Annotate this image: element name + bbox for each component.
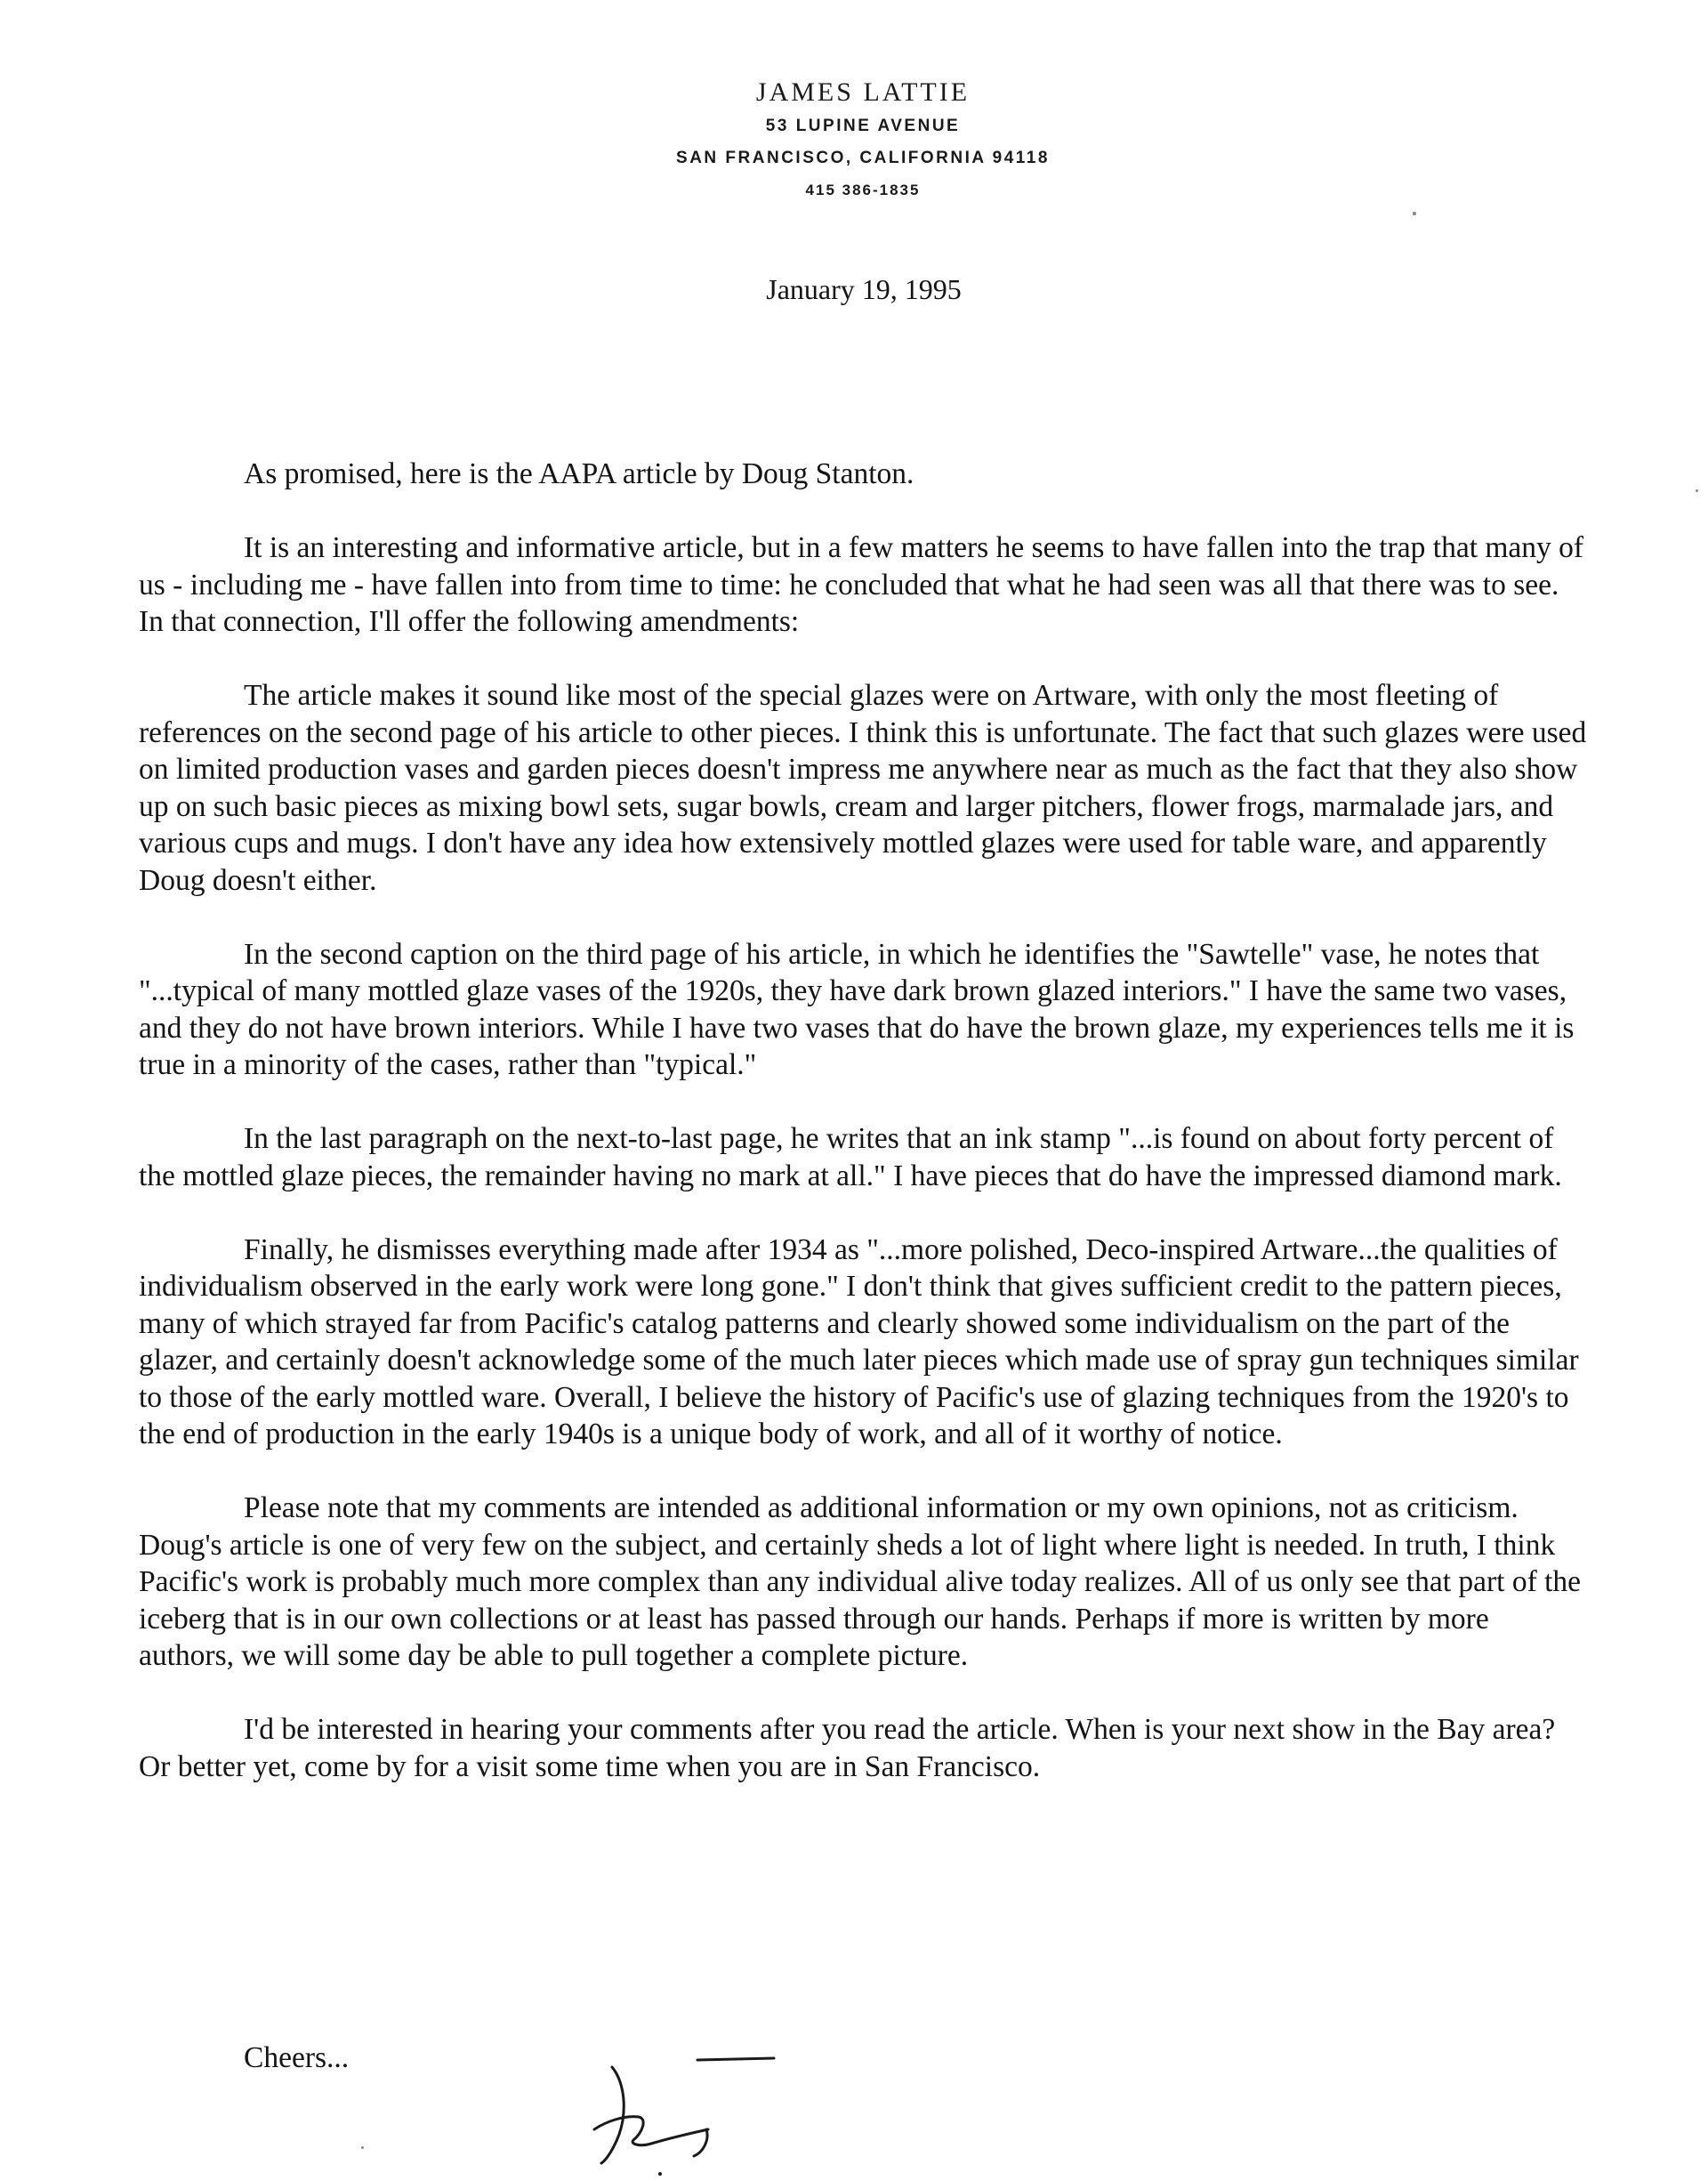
paragraph-overview: It is an interesting and informative article, but in a few matters he seems to have fallen into the trap that many of us - including me - have fallen into from time to time: he concluded that what he had seen was all that there was to see. In that connection, I'll offer the following amendments: bbox=[139, 531, 1584, 638]
paper-speck bbox=[361, 2146, 364, 2149]
paragraph-sawtelle: In the second caption on the third page of his article, in which he identifies the "Sawtelle" vase, he notes that "...typical of many mottled glaze vases of the 1920s, they have dark brown glazed interiors." I have the same two vases, and they do not have brown interiors. While I have two vases that do have the brown glaze, my experiences tells me it is true in a minority of the cases, rather than "typical." bbox=[139, 937, 1575, 1081]
paragraph-ink-stamp: In the last paragraph on the next-to-last page, he writes that an ink stamp "...is found on about forty percent of the mottled glaze pieces, the remainder having no mark at all." I have pieces that do have the impressed diamond mark. bbox=[139, 1122, 1562, 1192]
paragraph-intro: As promised, here is the AAPA article by Doug Stanton. bbox=[244, 457, 914, 490]
letterhead-name: JAMES LATTIE bbox=[755, 77, 971, 107]
letter-date: January 19, 1995 bbox=[766, 273, 962, 305]
closing: Cheers... bbox=[244, 2041, 350, 2074]
paper-speck bbox=[1696, 489, 1698, 492]
letterhead-city: SAN FRANCISCO, CALIFORNIA 94118 bbox=[676, 149, 1050, 167]
paragraph-invitation: I'd be interested in hearing your comments after you read the article. When is your next show in the Bay area? Or better yet, come by for a visit some time when you are in San Francisco. bbox=[139, 1713, 1556, 1783]
letter-body bbox=[139, 456, 1589, 1822]
letterhead-phone: 415 386-1835 bbox=[805, 182, 921, 198]
paragraph-glazes: The article makes it sound like most of the special glazes were on Artware, with only the most fleeting of references on the second page of his article to other pieces. I think this is unfortunate. The fact that such glazes were used on limited production vases and garden pieces doesn't impress me anywhere near as much as the fact that they also show up on such basic pieces as mixing bowl sets, sugar bowls, cream and larger pitchers, flower frogs, marmalade jars, and various cups and mugs. I don't have any idea how extensively mottled glazes were used for table ware, and apparently Doug doesn't either. bbox=[139, 679, 1587, 897]
letterhead bbox=[0, 75, 1708, 206]
paper-speck bbox=[1413, 212, 1416, 215]
signature-icon bbox=[587, 2051, 783, 2176]
paragraph-deco: Finally, he dismisses everything made after 1934 as "...more polished, Deco-inspired Artware...the qualities of individualism observed in the early work were long gone." I don't think that gives sufficient credit to the pattern pieces, many of which strayed far from Pacific's catalog patterns and clearly showed some individualism on the part of the glazer, and certainly doesn't acknowledge some of the much later pieces which made use of spray gun techniques similar to those of the early mottled ware. Overall, I believe the history of Pacific's use of glazing techniques from the 1920's to the end of production in the early 1940s is a unique body of work, and all of it worthy of notice. bbox=[139, 1232, 1579, 1450]
letterhead-street: 53 LUPINE AVENUE bbox=[765, 117, 961, 135]
paragraph-comments: Please note that my comments are intended as additional information or my own opinions, not as criticism. Doug's article is one of very few on the subject, and certainly sheds a lot of light where light is needed. In truth, I think Pacific's work is probably much more complex than any individual alive today realizes. All of us only see that part of the iceberg that is in our own collections or at least has passed through our hands. Perhaps if more is written by more authors, we will some day be able to pull together a complete picture. bbox=[139, 1491, 1582, 1672]
